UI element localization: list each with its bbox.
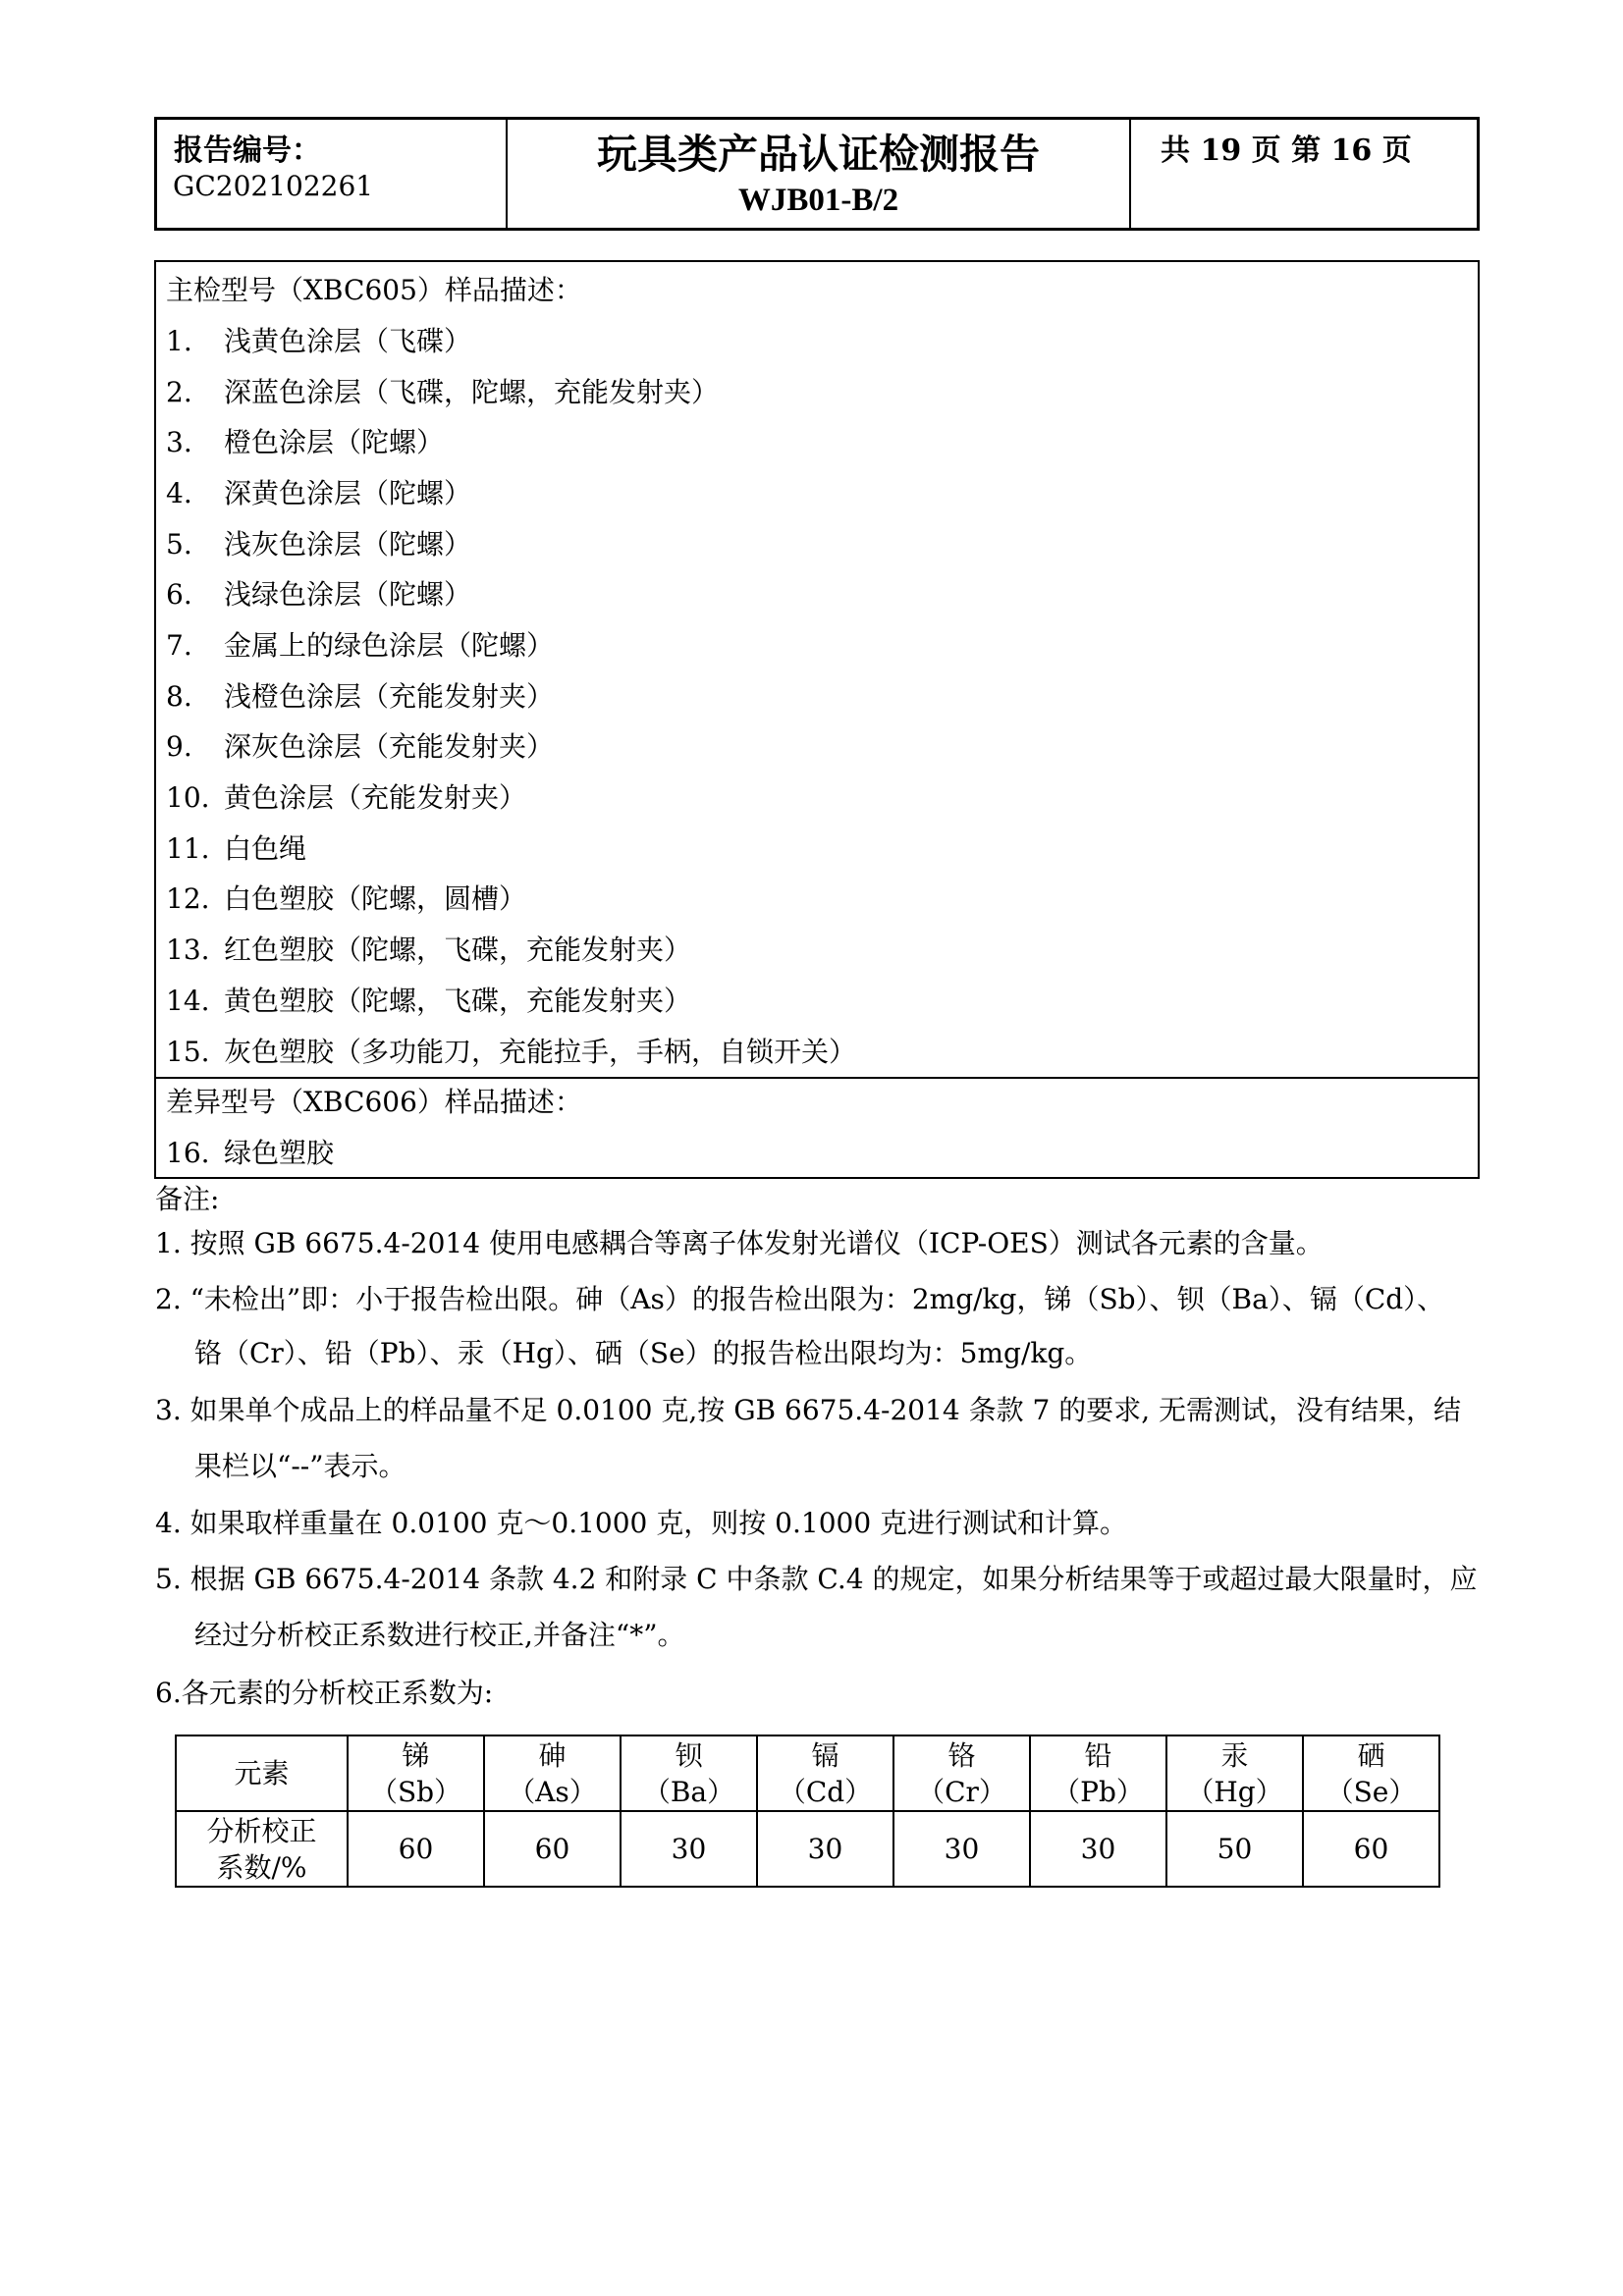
correction-coefficient-table [175, 1735, 1440, 1888]
item-number: 10. [166, 781, 210, 814]
diff-model-heading: 差异型号（XBC606）样品描述： [166, 1086, 582, 1118]
item-text: 浅黄色涂层（飞碟） [224, 325, 472, 357]
list-item [166, 680, 554, 714]
table-row [176, 1735, 1439, 1811]
element-symbol: （Cd） [778, 1775, 873, 1808]
item-number: 7. [166, 629, 192, 662]
element-name: 汞 [1220, 1738, 1249, 1772]
report-number-cell [157, 120, 508, 228]
row-header-element: 元素 [176, 1735, 348, 1811]
element-symbol: （Sb） [369, 1775, 462, 1808]
item-text: 深黄色涂层（陀螺） [224, 477, 472, 509]
report-number: GC202102261 [173, 170, 374, 202]
element-symbol: （As） [508, 1775, 597, 1808]
element-name: 硒 [1357, 1738, 1385, 1772]
item-text: 黄色塑胶（陀螺，飞碟，充能发射夹） [224, 985, 692, 1017]
form-code: WJB01-B/2 [737, 183, 899, 218]
coefficient-value: 50 [1166, 1811, 1303, 1887]
item-text: 灰色塑胶（多功能刀，充能拉手，手柄，自锁开关） [224, 1036, 857, 1068]
item-number: 14. [166, 985, 210, 1017]
report-header [154, 117, 1480, 231]
list-item [166, 934, 691, 967]
table-cell [484, 1735, 621, 1811]
coefficient-label-line1: 分析校正 [206, 1814, 317, 1847]
item-number: 11. [166, 832, 210, 865]
item-text: 深蓝色涂层（飞碟，陀螺，充能发射夹） [224, 376, 720, 408]
element-name: 锑 [402, 1738, 430, 1772]
element-symbol: （Pb） [1053, 1775, 1144, 1808]
item-text: 浅灰色涂层（陀螺） [224, 528, 472, 561]
item-text: 深灰色涂层（充能发射夹） [224, 730, 555, 763]
table-cell [1030, 1735, 1166, 1811]
element-name: 钡 [675, 1738, 703, 1772]
item-text: 白色塑胶（陀螺，圆槽） [224, 882, 527, 915]
item-number: 5. [166, 528, 192, 561]
title-cell [508, 120, 1131, 228]
list-item [166, 1137, 334, 1170]
coefficient-value: 60 [484, 1811, 621, 1887]
note-5: 5. 根据 GB 6675.4-2014 条款 4.2 和附录 C 中条款 C.4 的规定，如果分析结果等于或超过最大限量时，应 [155, 1563, 1478, 1595]
item-text: 黄色涂层（充能发射夹） [224, 781, 527, 814]
item-number: 16. [166, 1137, 210, 1169]
list-item [166, 730, 554, 764]
coefficient-value: 30 [893, 1811, 1030, 1887]
note-3-continued: 果栏以“--”表示。 [194, 1450, 406, 1482]
table-cell [893, 1735, 1030, 1811]
table-cell [1166, 1735, 1303, 1811]
list-item [166, 832, 306, 866]
note-1: 1. 按照 GB 6675.4-2014 使用电感耦合等离子体发射光谱仪（ICP-OES）测试各元素的含量。 [155, 1227, 1324, 1259]
element-symbol: （Se） [1325, 1775, 1417, 1808]
note-3: 3. 如果单个成品上的样品量不足 0.0100 克,按 GB 6675.4-2014 条款 7 的要求, 无需测试，没有结果，结 [155, 1394, 1462, 1426]
table-cell [348, 1735, 484, 1811]
list-item [166, 985, 691, 1018]
element-name: 铬 [947, 1738, 976, 1772]
item-number: 8. [166, 680, 192, 713]
item-number: 6. [166, 578, 192, 611]
item-number: 12. [166, 882, 210, 915]
coefficient-value: 30 [1030, 1811, 1166, 1887]
note-4: 4. 如果取样重量在 0.0100 克～0.1000 克，则按 0.1000 克进行测试和计算。 [155, 1507, 1128, 1539]
list-item [166, 376, 719, 409]
item-number: 13. [166, 934, 210, 966]
list-item [166, 882, 526, 916]
coefficient-label-line2: 系数/% [216, 1850, 307, 1884]
item-text: 绿色塑胶 [224, 1137, 335, 1169]
item-number: 4. [166, 477, 192, 509]
table-cell [621, 1735, 757, 1811]
list-item [166, 629, 554, 663]
table-cell [757, 1735, 893, 1811]
item-number: 3. [166, 426, 192, 458]
element-name: 砷 [538, 1738, 567, 1772]
table-row [176, 1811, 1439, 1887]
item-text: 浅绿色涂层（陀螺） [224, 578, 472, 611]
sample-description-box [154, 260, 1480, 1179]
item-text: 白色绳 [224, 832, 307, 865]
report-number-label: 报告编号： [174, 133, 321, 168]
coefficient-value: 60 [348, 1811, 484, 1887]
report-title: 玩具类产品认证检测报告 [597, 131, 1040, 178]
note-2: 2. “未检出”即：小于报告检出限。砷（As）的报告检出限为：2mg/kg，锑（Sb）、钡（Ba）、镉（Cd）、 [155, 1283, 1445, 1315]
coefficient-value: 30 [757, 1811, 893, 1887]
item-number: 9. [166, 730, 192, 763]
item-number: 1. [166, 325, 192, 357]
element-name: 铅 [1084, 1738, 1112, 1772]
note-6: 6.各元素的分析校正系数为: [155, 1677, 494, 1709]
table-cell [1303, 1735, 1439, 1811]
item-text: 金属上的绿色涂层（陀螺） [224, 629, 555, 662]
list-item [166, 477, 471, 510]
list-item [166, 781, 526, 815]
list-item [166, 325, 471, 358]
item-text: 浅橙色涂层（充能发射夹） [224, 680, 555, 713]
section-divider [156, 1077, 1478, 1079]
note-5-continued: 经过分析校正系数进行校正,并备注“*”。 [194, 1619, 685, 1651]
element-name: 镉 [811, 1738, 839, 1772]
element-symbol: （Ba） [642, 1775, 735, 1808]
row-header-coefficient [176, 1811, 348, 1887]
coefficient-value: 60 [1303, 1811, 1439, 1887]
list-item [166, 528, 471, 561]
note-2-continued: 铬（Cr）、铅（Pb）、汞（Hg）、硒（Se）的报告检出限均为：5mg/kg。 [194, 1337, 1093, 1369]
page-info-cell [1131, 120, 1477, 228]
item-number: 2. [166, 376, 192, 408]
item-text: 红色塑胶（陀螺，飞碟，充能发射夹） [224, 934, 692, 966]
page-info: 共 19 页 第 16 页 [1161, 133, 1412, 168]
list-item [166, 1036, 856, 1069]
element-symbol: （Hg） [1186, 1775, 1283, 1808]
list-item [166, 578, 471, 612]
main-model-heading: 主检型号（XBC605）样品描述： [166, 274, 582, 306]
list-item [166, 426, 444, 459]
item-number: 15. [166, 1036, 210, 1068]
coefficient-value: 30 [621, 1811, 757, 1887]
notes-heading: 备注: [155, 1183, 220, 1215]
element-symbol: （Cr） [917, 1775, 1006, 1808]
item-text: 橙色涂层（陀螺） [224, 426, 445, 458]
